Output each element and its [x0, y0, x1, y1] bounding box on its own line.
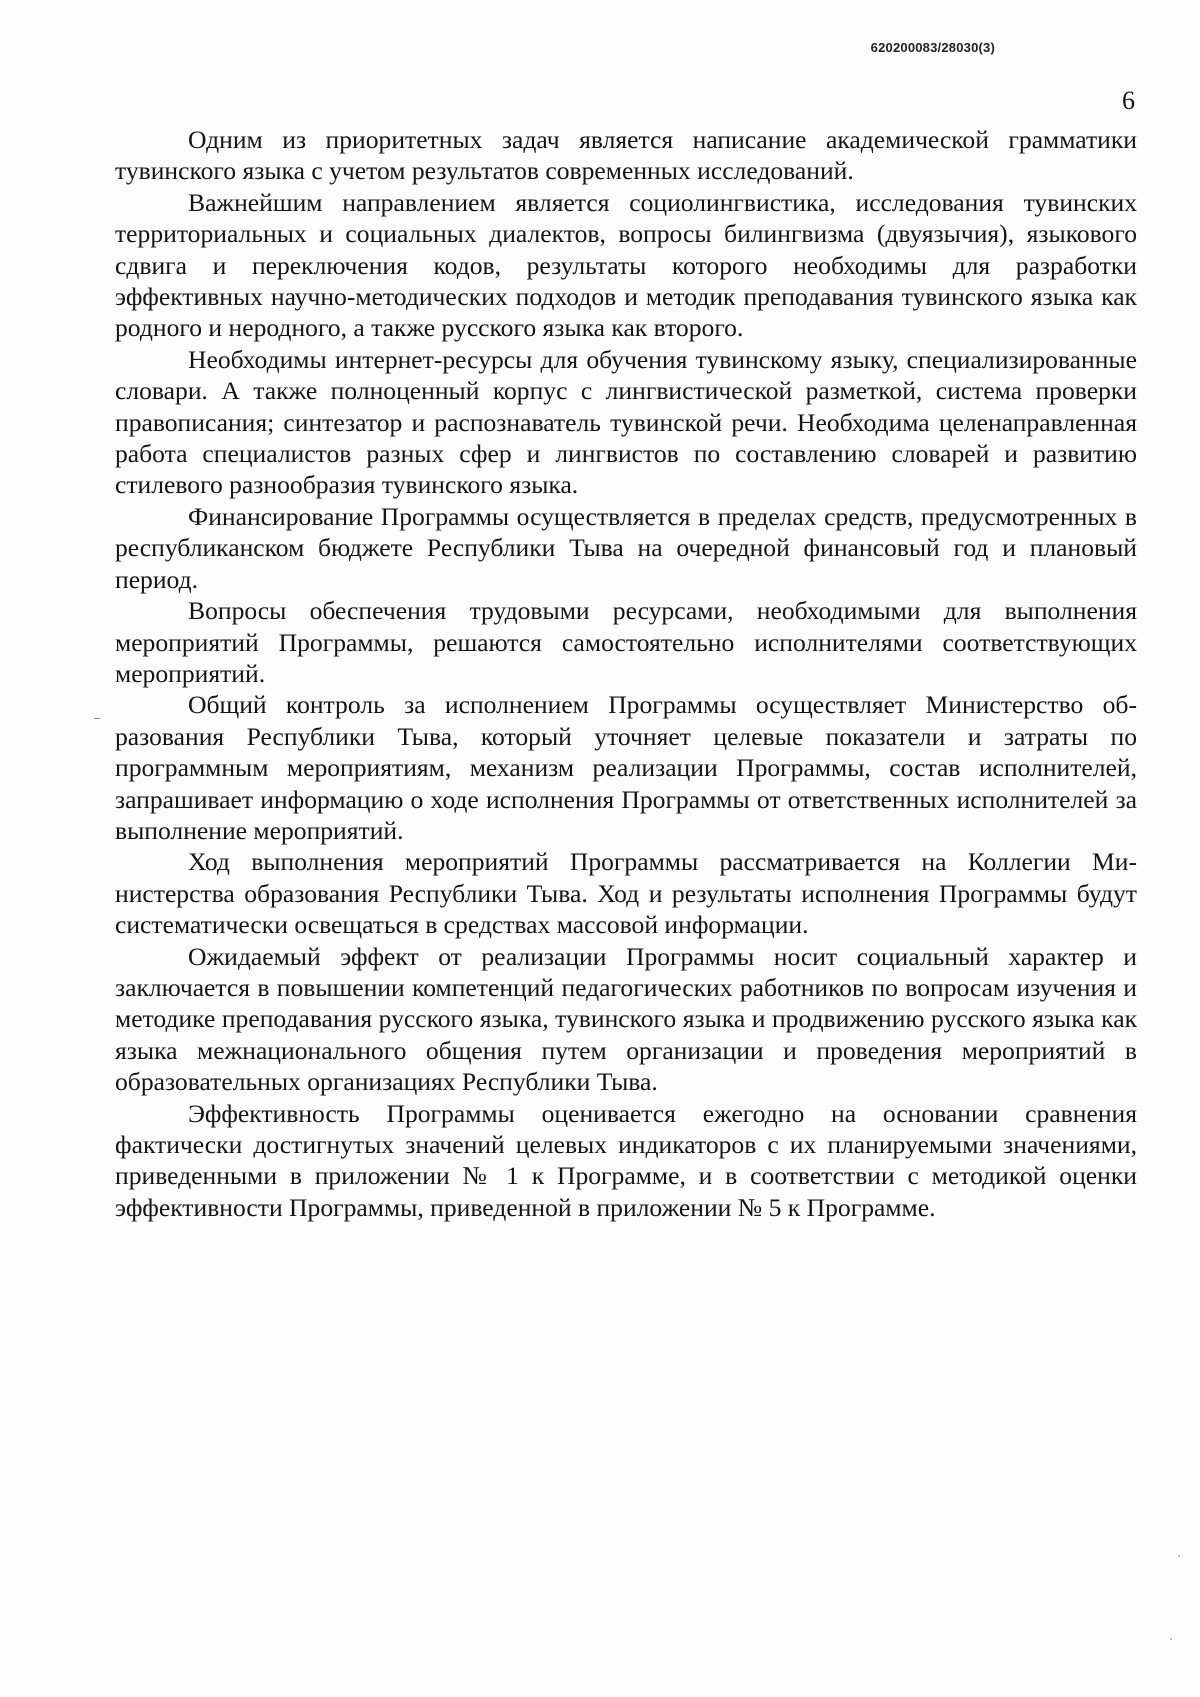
paragraph-progress-review: Ход выполнения мероприятий Программы рассматривается на Коллегии Министерства образования Республики Тыва. Ход и результаты исполнения Программы будут систематически освещаться в средствах массовой информации. — [115, 847, 1137, 940]
paragraph-financing: Финансирование Программы осуществляется в пределах средств, предусмотренных в республиканском бюджете Республики Тыва на очередной финансовый год и плановый период. — [115, 501, 1137, 594]
paragraph-general-control: Общий контроль за исполнением Программы осуществляет Министерство образования Республики Тыва, который уточняет целевые показатели и затраты по программным мероприятиям, механизм реализации Программы, состав исполнителей, запрашивает информацию о ходе исполнения Программы от ответственных исполнителей за выполнение мероприятий. — [115, 690, 1137, 845]
paragraph-labor-resources: Вопросы обеспечения трудовыми ресурсами, необходимыми для выполнения мероприятий Программы, решаются самостоятельно исполнителями соответствующих мероприятий. — [115, 596, 1137, 688]
paragraph-internet-resources: Необходимы интернет-ресурсы для обучения тувинскому языку, специализированные словари. А также полноценный корпус с лингвистической разметкой, система проверки правописания; синтезатор и распознаватель тувинской речи. Необходима целенаправленная работа специалистов разных сфер и лингвистов по составлению словарей и развитию стилевого разнообразия тувинского языка. — [115, 344, 1137, 500]
page-number: 6 — [1122, 86, 1135, 115]
document-registration-code: 620200083/28030(3) — [870, 40, 995, 55]
paragraph-grammar-task: Одним из приоритетных задач является написание академической грамматики тувинского языка с учетом результатов современных исследований. — [115, 125, 1137, 186]
scan-artifact — [502, 0, 528, 8]
margin-mark — [94, 718, 100, 719]
paragraph-effectiveness: Эффективность Программы оценивается ежегодно на основании сравнения фактически достигнутых значений целевых индикаторов с их планируемыми значениями, приведенными в приложении № 1 к Программе, и в соответствии с методикой оценки эффективности Программы, приведенной в приложении № 5 к Программе. — [115, 1098, 1137, 1222]
scan-speck — [1178, 1555, 1180, 1557]
scan-speck — [1170, 1638, 1172, 1640]
paragraph-expected-effect: Ожидаемый эффект от реализации Программы носит социальный характер и заключается в повышении компетенций педагогических работников по вопросам изучения и методике преподавания русского языка, тувинского языка и продвижению русского языка как языка межнационального общения путем организации и проведения мероприятий в образовательных организациях Республики Тыва. — [115, 941, 1137, 1097]
paragraph-sociolinguistics: Важнейшим направлением является социолингвистика, исследования тувинских территориальных и социальных диалектов, вопросы билингвизма (двуязычия), языкового сдвига и переключения кодов, результаты которого необходимы для разработки эффективных научно-методических подходов и методик преподавания тувинского языка как родного и неродного, а также русского языка как второго. — [115, 187, 1137, 343]
document-body — [115, 124, 1137, 1223]
